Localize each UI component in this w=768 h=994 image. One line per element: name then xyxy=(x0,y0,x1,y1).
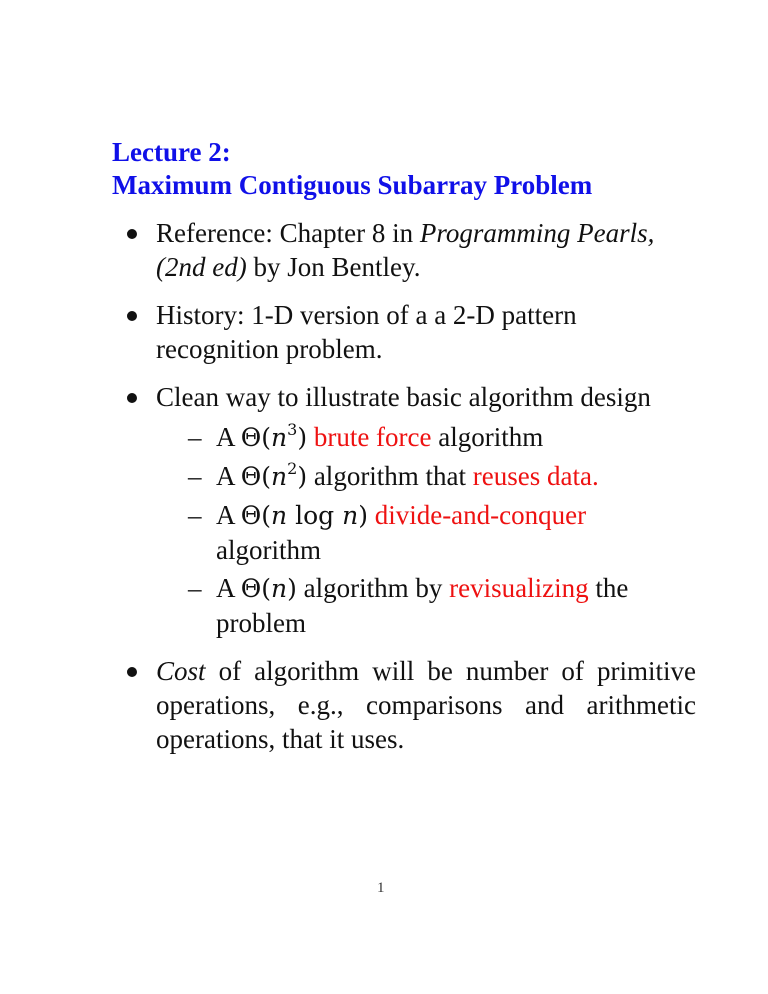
page-number: 1 xyxy=(377,880,385,896)
bullet-text: of algorithm will be number of primitive operations, e.g., comparisons and arithmetic operations, that it uses. xyxy=(156,656,696,754)
sub-item-quadratic xyxy=(156,459,696,494)
math-exponent: 3 xyxy=(287,419,298,439)
sub-item-prefix: A xyxy=(216,422,241,452)
sub-item-prefix: A xyxy=(216,573,241,603)
bullet-text-suffix: by Jon Bentley. xyxy=(246,252,421,282)
highlight-text: revisualizing xyxy=(449,573,589,603)
slide-title xyxy=(112,136,592,202)
sub-item-suffix: the problem xyxy=(216,573,629,638)
cost-term: Cost xyxy=(156,656,206,686)
complexity-math xyxy=(240,419,308,452)
bullet-dot-icon xyxy=(127,393,137,403)
title-line-1: Lecture 2: xyxy=(112,137,231,167)
complexity-math xyxy=(240,458,308,491)
sub-item-linear xyxy=(156,571,696,640)
math-log: log xyxy=(287,501,343,530)
bullet-list xyxy=(126,216,696,770)
highlight-text: brute force xyxy=(313,422,432,452)
sub-bullet-list xyxy=(156,420,696,640)
sub-item-suffix: algorithm xyxy=(216,535,321,565)
math-theta: Θ( xyxy=(240,423,272,452)
math-theta: Θ( xyxy=(240,462,272,491)
bullet-reference xyxy=(126,216,696,284)
sub-item-mid: algorithm that xyxy=(307,461,473,491)
math-var: n xyxy=(271,501,288,530)
math-theta: Θ( xyxy=(240,501,272,530)
sub-item-prefix: A xyxy=(216,461,241,491)
bullet-dot-icon xyxy=(127,667,137,677)
complexity-math xyxy=(241,574,297,603)
bullet-dot-icon xyxy=(127,229,137,239)
book-title: Programming Pearls, (2nd ed) xyxy=(156,218,655,282)
math-var: n xyxy=(271,462,288,491)
dash-icon: – xyxy=(188,422,202,452)
complexity-math xyxy=(241,501,368,530)
dash-icon: – xyxy=(188,500,202,530)
sub-item-cubic xyxy=(156,420,696,455)
sub-item-suffix: algorithm xyxy=(431,422,544,452)
dash-icon: – xyxy=(188,461,202,491)
title-line-2: Maximum Contiguous Subarray Problem xyxy=(112,170,593,200)
math-var: n xyxy=(271,423,288,452)
bullet-algorithm-design xyxy=(126,380,696,640)
bullet-text: Reference: Chapter 8 in xyxy=(156,218,420,248)
math-close: ) xyxy=(287,574,297,603)
math-theta: Θ( xyxy=(240,574,272,603)
sub-item-prefix: A xyxy=(216,500,241,530)
dash-icon: – xyxy=(188,573,202,603)
math-close: ) xyxy=(358,501,368,530)
bullet-text: History: 1-D version of a a 2-D pattern recognition problem. xyxy=(156,300,577,364)
math-var: n xyxy=(271,574,288,603)
highlight-text: reuses data. xyxy=(472,461,599,491)
highlight-text: divide-and-conquer xyxy=(374,500,587,530)
math-close: ) xyxy=(297,423,308,452)
bullet-history xyxy=(126,298,696,366)
sub-item-mid: algorithm by xyxy=(296,573,450,603)
math-var: n xyxy=(342,501,359,530)
math-close: ) xyxy=(297,462,308,491)
sub-item-nlogn xyxy=(156,498,696,567)
math-exponent: 2 xyxy=(287,458,298,478)
bullet-cost xyxy=(126,654,696,756)
bullet-text: Clean way to illustrate basic algorithm design xyxy=(156,382,651,412)
bullet-dot-icon xyxy=(127,311,137,321)
